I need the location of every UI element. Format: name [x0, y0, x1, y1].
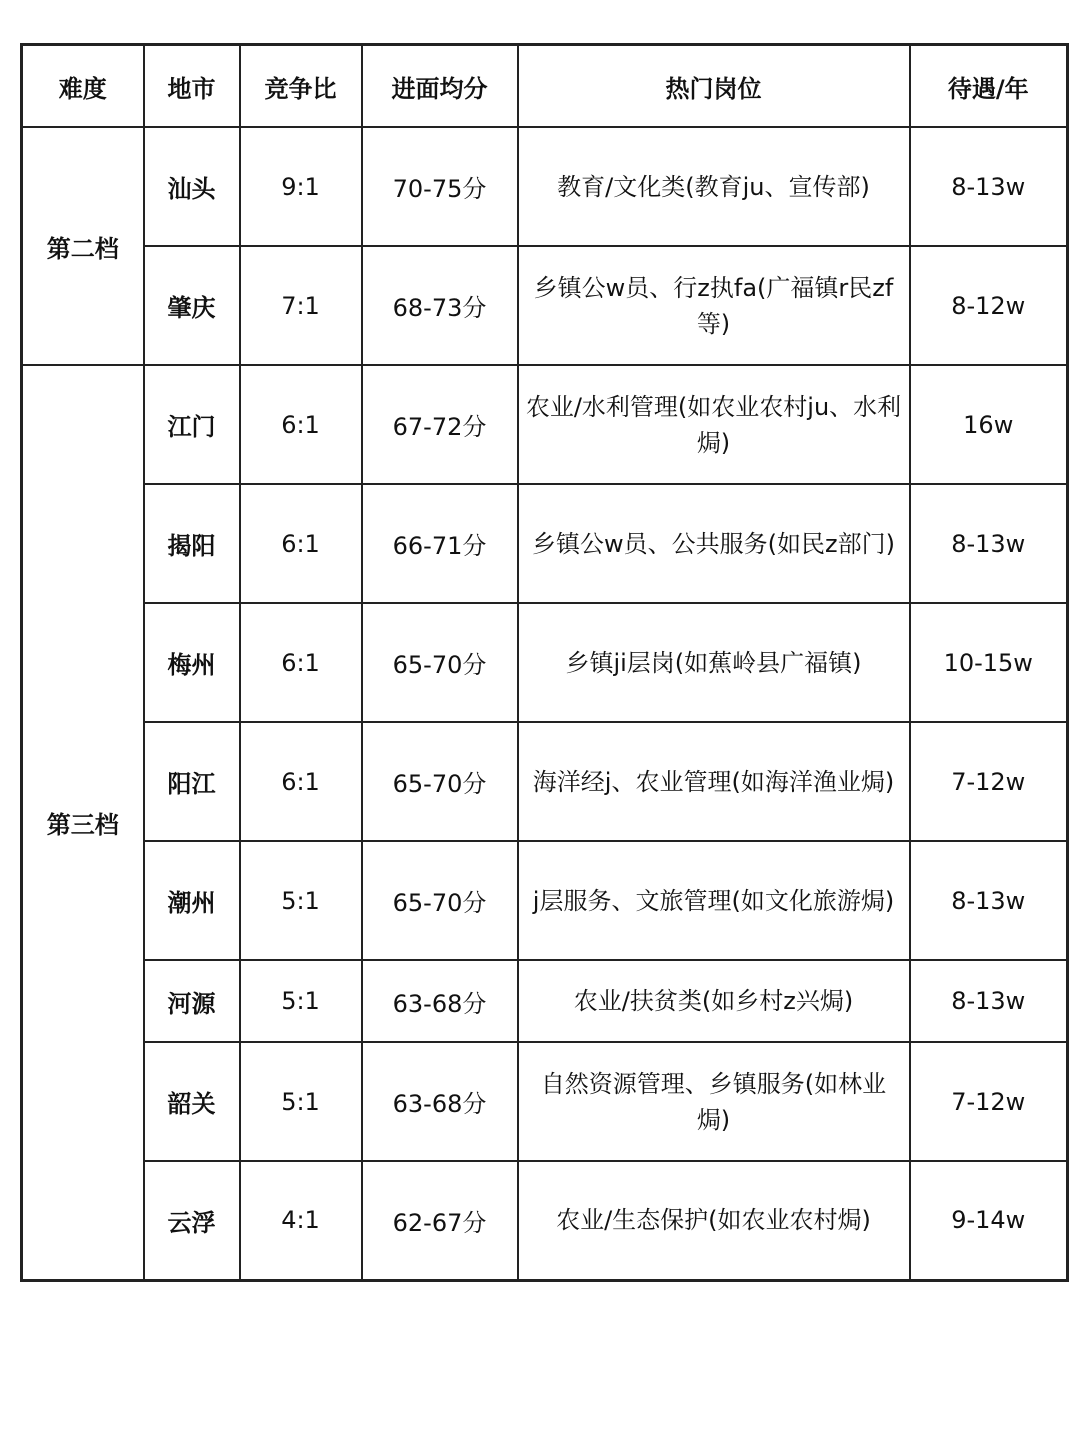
score-cell: 65-70分 — [362, 603, 518, 722]
salary-cell: 10-15w — [910, 603, 1068, 722]
table-row — [22, 365, 1068, 484]
tier-label: 第三档 — [22, 365, 144, 1280]
header-popular-positions: 热门岗位 — [518, 45, 910, 128]
score-cell: 70-75分 — [362, 127, 518, 246]
ratio-cell: 7:1 — [240, 246, 362, 365]
city-cell: 潮州 — [144, 841, 240, 960]
ratio-cell: 9:1 — [240, 127, 362, 246]
salary-cell: 8-13w — [910, 960, 1068, 1042]
header-difficulty: 难度 — [22, 45, 144, 128]
table-row — [22, 603, 1068, 722]
ratio-cell: 5:1 — [240, 841, 362, 960]
score-cell: 62-67分 — [362, 1161, 518, 1280]
ratio-cell: 6:1 — [240, 603, 362, 722]
positions-cell: 农业/扶贫类(如乡村z兴焗) — [518, 960, 910, 1042]
score-cell: 68-73分 — [362, 246, 518, 365]
ratio-cell: 5:1 — [240, 960, 362, 1042]
score-cell: 67-72分 — [362, 365, 518, 484]
city-cell: 韶关 — [144, 1042, 240, 1161]
city-cell: 梅州 — [144, 603, 240, 722]
header-row — [22, 45, 1068, 128]
city-cell: 阳江 — [144, 722, 240, 841]
city-cell: 云浮 — [144, 1161, 240, 1280]
score-cell: 66-71分 — [362, 484, 518, 603]
ratio-cell: 6:1 — [240, 484, 362, 603]
city-cell: 揭阳 — [144, 484, 240, 603]
table-row — [22, 1042, 1068, 1161]
city-cell: 河源 — [144, 960, 240, 1042]
score-cell: 63-68分 — [362, 960, 518, 1042]
salary-cell: 9-14w — [910, 1161, 1068, 1280]
salary-cell: 8-13w — [910, 841, 1068, 960]
table-row — [22, 1161, 1068, 1280]
city-cell: 江门 — [144, 365, 240, 484]
ratio-cell: 5:1 — [240, 1042, 362, 1161]
table-row — [22, 246, 1068, 365]
table-row — [22, 841, 1068, 960]
header-average-score: 进面均分 — [362, 45, 518, 128]
header-competition-ratio: 竞争比 — [240, 45, 362, 128]
positions-cell: 乡镇ji层岗(如蕉岭县广福镇) — [518, 603, 910, 722]
positions-cell: 农业/水利管理(如农业农村ju、水利焗) — [518, 365, 910, 484]
ratio-cell: 4:1 — [240, 1161, 362, 1280]
table-row — [22, 127, 1068, 246]
score-cell: 65-70分 — [362, 722, 518, 841]
positions-cell: 自然资源管理、乡镇服务(如林业焗) — [518, 1042, 910, 1161]
positions-cell: 乡镇公w员、行z执fa(广福镇r民zf等) — [518, 246, 910, 365]
salary-cell: 7-12w — [910, 722, 1068, 841]
salary-cell: 8-13w — [910, 484, 1068, 603]
city-cell: 汕头 — [144, 127, 240, 246]
positions-cell: j层服务、文旅管理(如文化旅游焗) — [518, 841, 910, 960]
city-cell: 肇庆 — [144, 246, 240, 365]
tier-label: 第二档 — [22, 127, 144, 365]
salary-cell: 8-12w — [910, 246, 1068, 365]
score-cell: 63-68分 — [362, 1042, 518, 1161]
salary-cell: 7-12w — [910, 1042, 1068, 1161]
positions-cell: 教育/文化类(教育ju、宣传部) — [518, 127, 910, 246]
positions-cell: 乡镇公w员、公共服务(如民z部门) — [518, 484, 910, 603]
recruitment-table — [20, 43, 1069, 1282]
header-city: 地市 — [144, 45, 240, 128]
table-row — [22, 960, 1068, 1042]
header-salary: 待遇/年 — [910, 45, 1068, 128]
ratio-cell: 6:1 — [240, 365, 362, 484]
table-row — [22, 722, 1068, 841]
salary-cell: 8-13w — [910, 127, 1068, 246]
salary-cell: 16w — [910, 365, 1068, 484]
table-row — [22, 484, 1068, 603]
score-cell: 65-70分 — [362, 841, 518, 960]
ratio-cell: 6:1 — [240, 722, 362, 841]
positions-cell: 农业/生态保护(如农业农村焗) — [518, 1161, 910, 1280]
positions-cell: 海洋经j、农业管理(如海洋渔业焗) — [518, 722, 910, 841]
